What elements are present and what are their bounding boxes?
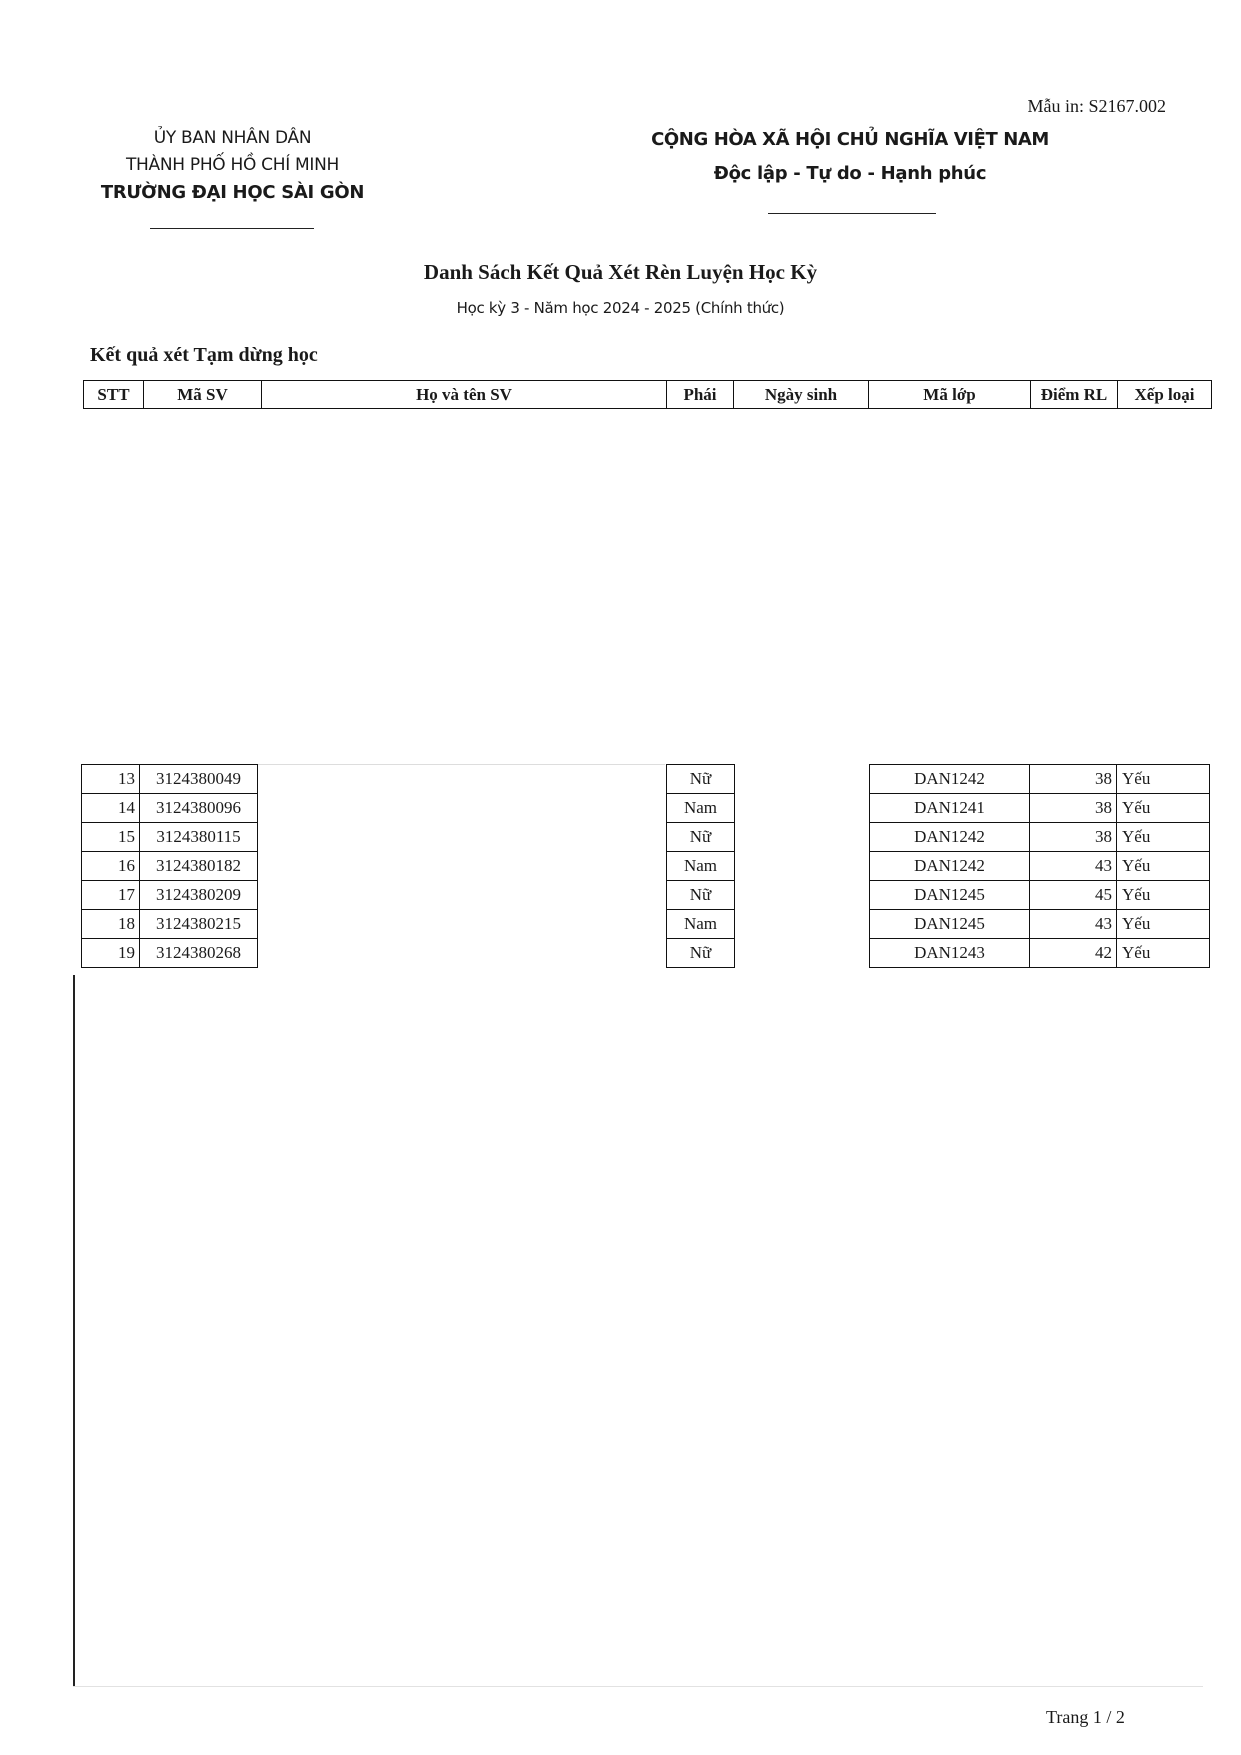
cell-gender: Nữ — [667, 823, 735, 852]
cell-birth-date-redacted — [735, 939, 870, 968]
cell-full-name-redacted — [258, 852, 667, 881]
cell-score: 42 — [1030, 939, 1117, 968]
cell-gender: Nữ — [667, 765, 735, 794]
results-table-header — [83, 380, 1212, 409]
cell-score: 38 — [1030, 823, 1117, 852]
column-header-student-id: Mã SV — [144, 381, 262, 409]
cell-birth-date-redacted — [735, 823, 870, 852]
cell-rating: Yếu — [1117, 881, 1210, 910]
column-header-full-name: Họ và tên SV — [262, 381, 667, 409]
cell-stt: 14 — [82, 794, 140, 823]
table-row — [82, 823, 1210, 852]
cell-stt: 15 — [82, 823, 140, 852]
cell-birth-date-redacted — [735, 910, 870, 939]
cell-birth-date-redacted — [735, 794, 870, 823]
cell-rating: Yếu — [1117, 852, 1210, 881]
column-header-birth-date: Ngày sinh — [734, 381, 869, 409]
cell-rating: Yếu — [1117, 794, 1210, 823]
cell-stt: 18 — [82, 910, 140, 939]
cell-class-code: DAN1241 — [870, 794, 1030, 823]
cell-stt: 17 — [82, 881, 140, 910]
column-header-stt: STT — [84, 381, 144, 409]
issuing-authority — [90, 125, 375, 206]
page-bottom-rule — [73, 1686, 1203, 1687]
cell-class-code: DAN1242 — [870, 852, 1030, 881]
cell-full-name-redacted — [258, 939, 667, 968]
table-row — [82, 765, 1210, 794]
cell-score: 43 — [1030, 910, 1117, 939]
country-name: CỘNG HÒA XÃ HỘI CHỦ NGHĨA VIỆT NAM — [651, 129, 1049, 150]
left-header-divider — [150, 228, 314, 229]
cell-class-code: DAN1245 — [870, 910, 1030, 939]
column-header-rating: Xếp loại — [1118, 381, 1212, 409]
document-title: Danh Sách Kết Quả Xét Rèn Luyện Học Kỳ — [423, 260, 818, 284]
cell-stt: 16 — [82, 852, 140, 881]
national-motto — [640, 126, 1060, 188]
authority-line-1: ỦY BAN NHÂN DÂN — [153, 128, 312, 148]
section-title: Kết quả xét Tạm dừng học — [90, 344, 318, 366]
cell-class-code: DAN1242 — [870, 823, 1030, 852]
cell-class-code: DAN1243 — [870, 939, 1030, 968]
column-header-class-code: Mã lớp — [869, 381, 1031, 409]
cell-student-id: 3124380096 — [140, 794, 258, 823]
cell-birth-date-redacted — [735, 852, 870, 881]
document-subtitle: Học kỳ 3 - Năm học 2024 - 2025 (Chính thức) — [456, 299, 785, 317]
cell-class-code: DAN1245 — [870, 881, 1030, 910]
form-code: Mẫu in: S2167.002 — [1027, 96, 1166, 116]
cell-gender: Nữ — [667, 881, 735, 910]
cell-full-name-redacted — [258, 881, 667, 910]
cell-gender: Nam — [667, 794, 735, 823]
authority-line-2: THÀNH PHỐ HỒ CHÍ MINH — [125, 155, 340, 175]
cell-score: 38 — [1030, 794, 1117, 823]
cell-birth-date-redacted — [735, 765, 870, 794]
cell-student-id: 3124380268 — [140, 939, 258, 968]
cell-student-id: 3124380049 — [140, 765, 258, 794]
page-number: Trang 1 / 2 — [1046, 1707, 1125, 1727]
cell-student-id: 3124380182 — [140, 852, 258, 881]
table-row — [82, 939, 1210, 968]
cell-score: 38 — [1030, 765, 1117, 794]
cell-rating: Yếu — [1117, 910, 1210, 939]
cell-score: 43 — [1030, 852, 1117, 881]
university-name: TRƯỜNG ĐẠI HỌC SÀI GÒN — [100, 182, 365, 203]
column-header-score: Điểm RL — [1031, 381, 1118, 409]
cell-full-name-redacted — [258, 794, 667, 823]
table-row — [82, 881, 1210, 910]
cell-class-code: DAN1242 — [870, 765, 1030, 794]
right-header-divider — [768, 213, 936, 214]
cell-gender: Nam — [667, 910, 735, 939]
cell-stt: 19 — [82, 939, 140, 968]
table-row — [82, 910, 1210, 939]
cell-rating: Yếu — [1117, 939, 1210, 968]
column-header-gender: Phái — [667, 381, 734, 409]
cell-rating: Yếu — [1117, 765, 1210, 794]
cell-full-name-redacted — [258, 765, 667, 794]
motto: Độc lập - Tự do - Hạnh phúc — [713, 163, 987, 184]
cell-score: 45 — [1030, 881, 1117, 910]
cell-gender: Nữ — [667, 939, 735, 968]
cell-student-id: 3124380115 — [140, 823, 258, 852]
cell-student-id: 3124380215 — [140, 910, 258, 939]
table-left-border — [73, 975, 75, 1687]
cell-birth-date-redacted — [735, 881, 870, 910]
cell-student-id: 3124380209 — [140, 881, 258, 910]
table-row — [82, 852, 1210, 881]
cell-rating: Yếu — [1117, 823, 1210, 852]
cell-gender: Nam — [667, 852, 735, 881]
table-row — [82, 794, 1210, 823]
cell-full-name-redacted — [258, 910, 667, 939]
results-table-body — [81, 764, 1210, 968]
cell-full-name-redacted — [258, 823, 667, 852]
cell-stt: 13 — [82, 765, 140, 794]
